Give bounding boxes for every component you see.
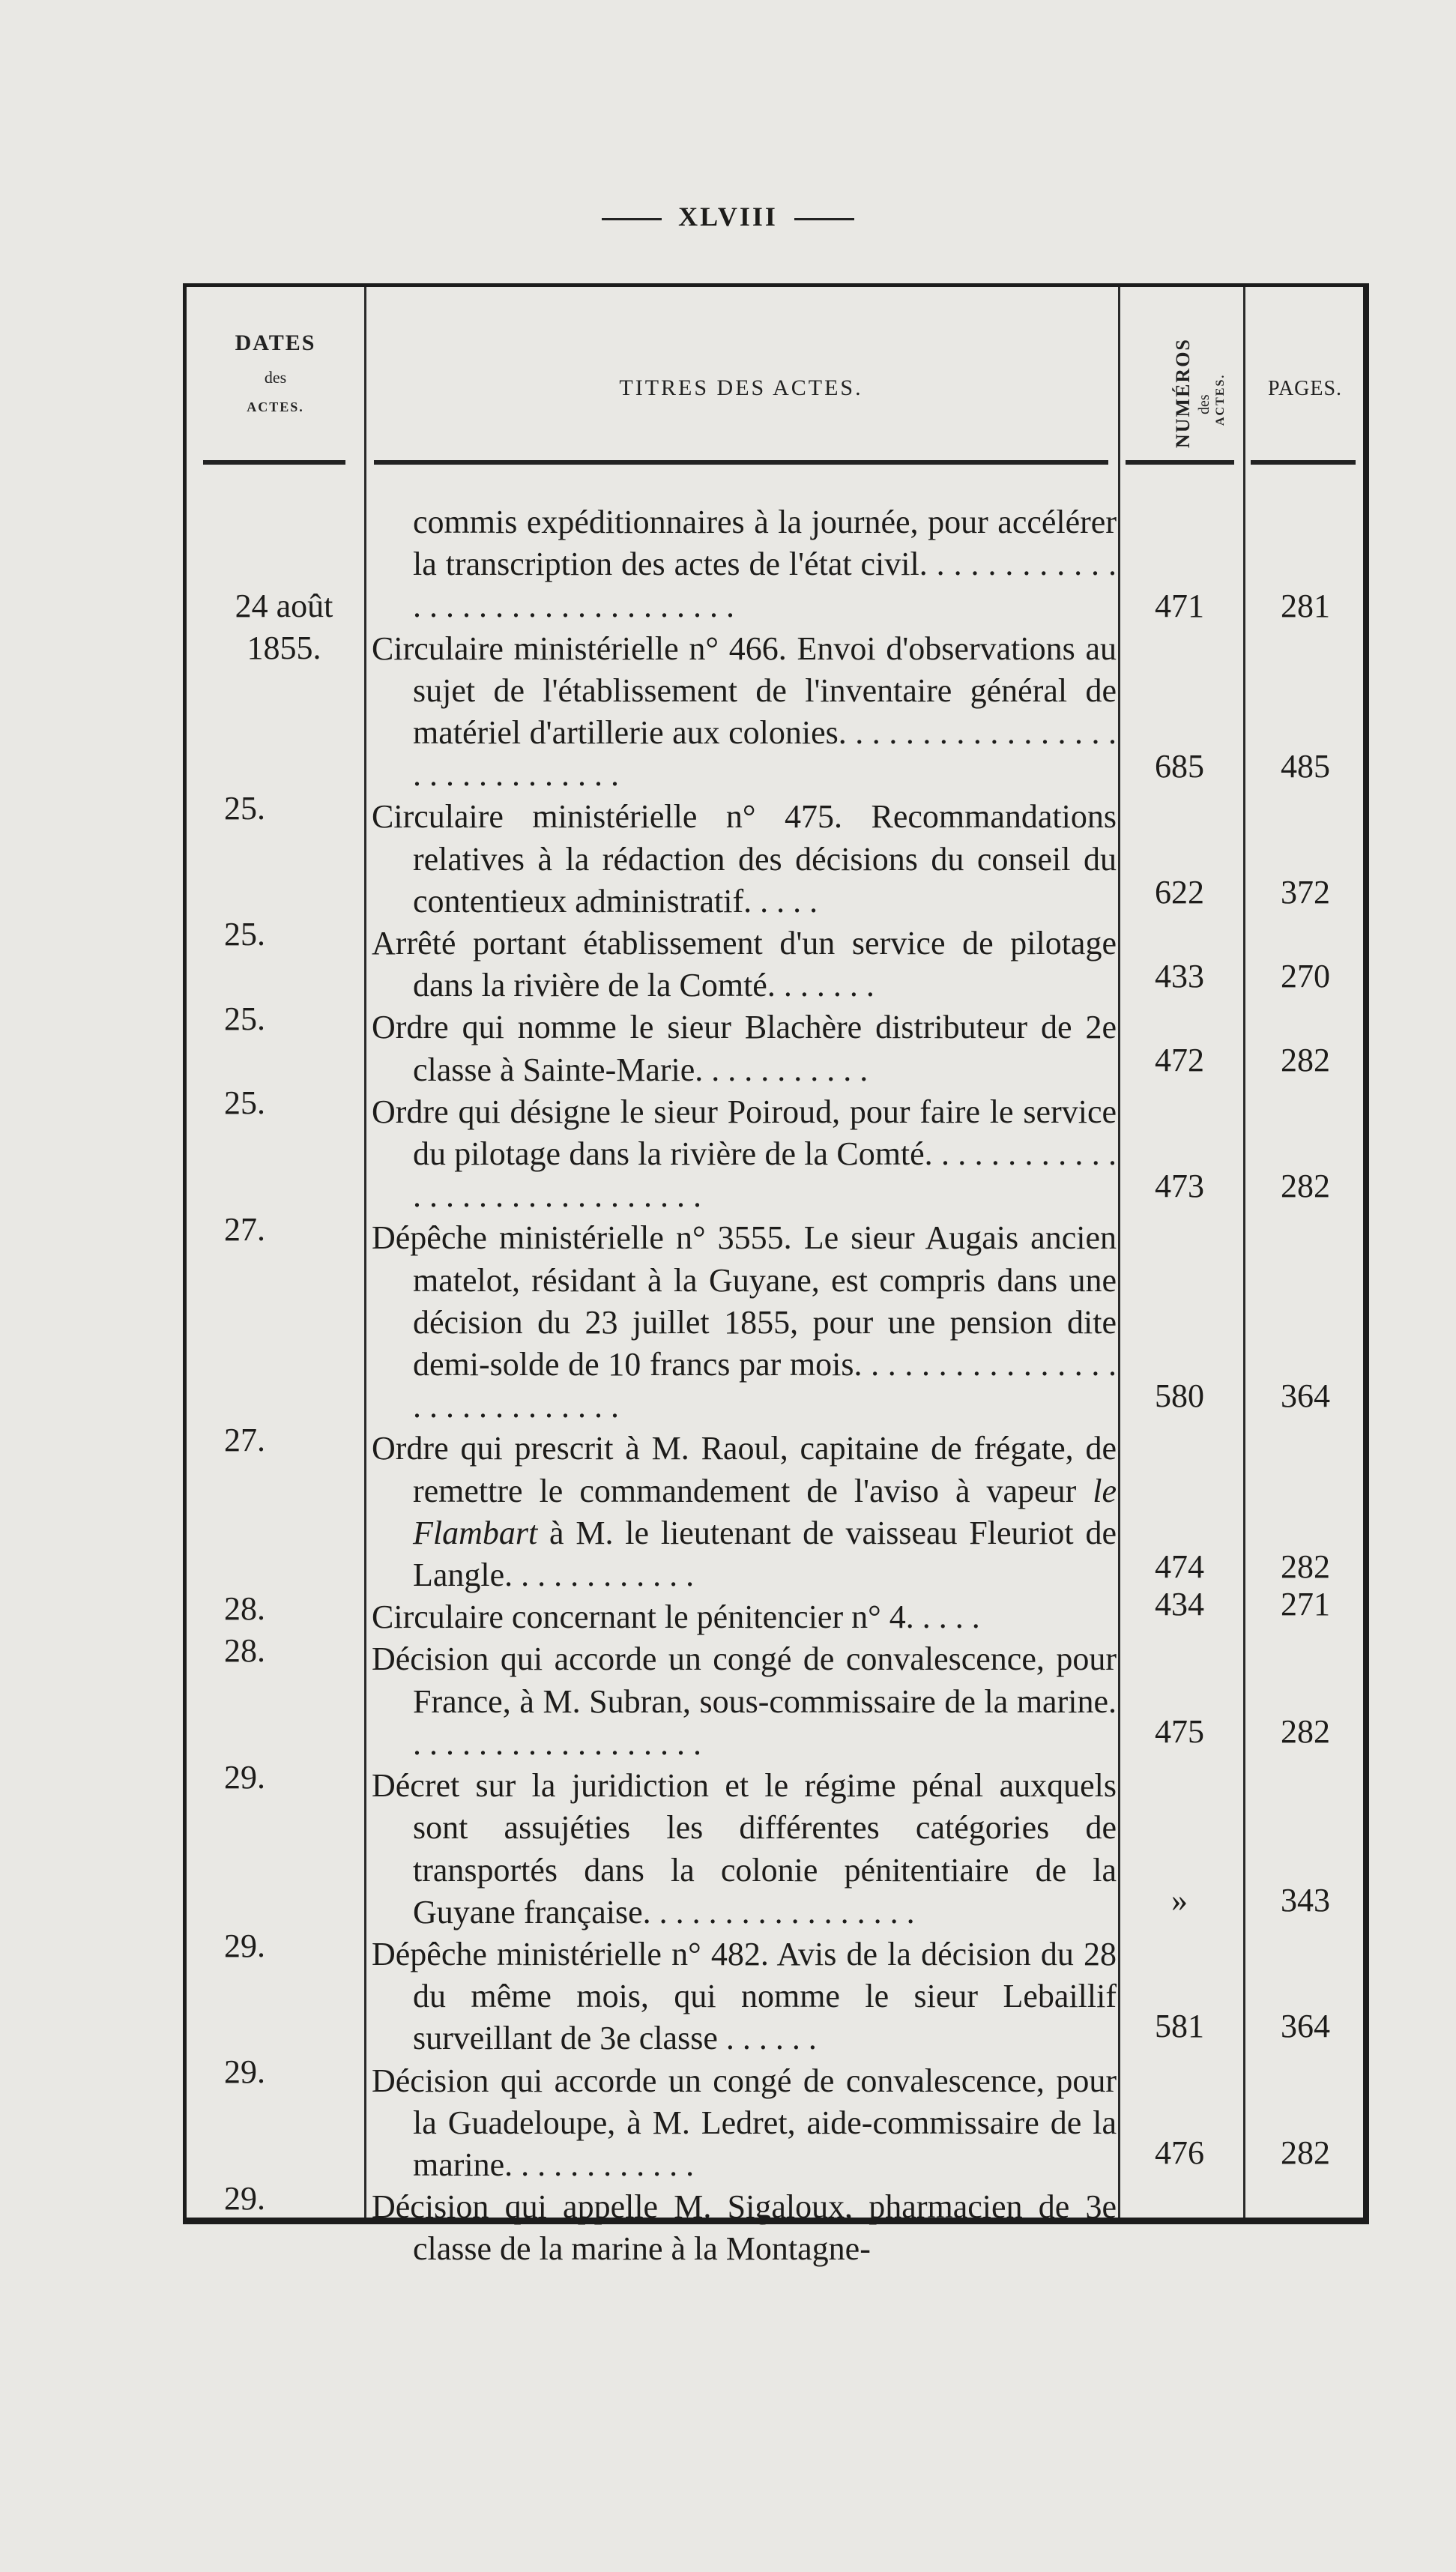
entry-title: Ordre qui prescrit à M. Raoul, capitaine de frégate, de remettre le commandement de l'aviso à vapeur le Flambart à M. le lieutenant de vaisseau Fleuriot de Langle. . . . . . . . . . . . bbox=[372, 1430, 1117, 1594]
entry-title: Circulaire ministérielle n° 475. Recommandations relatives à la rédaction des décisions du conseil du contentieux administratif. . . . . bbox=[372, 798, 1117, 920]
column-separator bbox=[364, 287, 366, 2218]
entry-numero: 475 bbox=[1155, 1713, 1204, 1750]
entry-page: 282 bbox=[1281, 1042, 1330, 1078]
entry-date: 29. bbox=[224, 1928, 265, 1964]
entry-numero: 473 bbox=[1155, 1168, 1204, 1204]
header-pages: PAGES. bbox=[1267, 377, 1343, 400]
header-dates: DATES des ACTES. bbox=[235, 330, 316, 414]
entry-numero: 472 bbox=[1155, 1042, 1204, 1078]
entry-date: 28. bbox=[224, 1632, 265, 1669]
entry-page: 281 bbox=[1281, 588, 1330, 624]
header-dash-right bbox=[794, 218, 854, 220]
header-rule bbox=[1126, 460, 1234, 465]
header-dash-left bbox=[602, 218, 662, 220]
entry-date: 25. bbox=[224, 916, 265, 953]
entry-page: 270 bbox=[1281, 958, 1330, 994]
index-table bbox=[183, 283, 1369, 2268]
entry-numero: 434 bbox=[1155, 1586, 1204, 1622]
entry-numero: 580 bbox=[1155, 1377, 1204, 1414]
entry-title: Décision qui accorde un congé de convalescence, pour France, à M. Subran, sous-commissaire de la marine. . . . . . . . . . . . . . . . . . . bbox=[372, 1640, 1117, 1762]
entry-numero: 622 bbox=[1155, 874, 1204, 911]
page-header bbox=[0, 201, 1456, 232]
entry-page: 372 bbox=[1281, 874, 1330, 911]
entry-title: Décision qui appelle M. Sigaloux, pharmacien de 3e classe de la marine à la Montagne- bbox=[372, 2188, 1117, 2268]
entry-title: Ordre qui nomme le sieur Blachère distributeur de 2e classe à Sainte-Marie. . . . . . . . . . . bbox=[372, 1009, 1117, 1088]
entry-numero: 581 bbox=[1155, 2008, 1204, 2044]
entry-page: 364 bbox=[1281, 2008, 1330, 2044]
entry-date: 27. bbox=[224, 1211, 265, 1248]
entry-title: Décision qui accorde un congé de convalescence, pour la Guadeloupe, à M. Ledret, aide-commissaire de la marine. . . . . . . . . . . . bbox=[372, 2062, 1117, 2183]
entry-page: 364 bbox=[1281, 1377, 1330, 1414]
entry-page: 282 bbox=[1281, 1168, 1330, 1204]
entry-date: 25. bbox=[224, 1000, 265, 1037]
header-rule bbox=[374, 460, 1108, 465]
entry-page: 282 bbox=[1281, 1713, 1330, 1750]
entry-title: commis expéditionnaires à la journée, pour accélérer la transcription des actes de l'état civil. . . . . . . . . . . . . . . . . . . . . . . . . . . . . . . . bbox=[413, 504, 1117, 625]
entry-page: 485 bbox=[1281, 748, 1330, 785]
entry-page: 271 bbox=[1281, 1586, 1330, 1622]
entry-date: 29. bbox=[224, 2180, 265, 2217]
header-titles: TITRES DES ACTES. bbox=[619, 375, 863, 400]
entry-page: 282 bbox=[1281, 1548, 1330, 1585]
entry-numero: 471 bbox=[1155, 588, 1204, 624]
entry-date: 25. bbox=[224, 790, 265, 827]
entry-title: Circulaire concernant le pénitencier n° 4. . . . . bbox=[372, 1599, 980, 1636]
entry-page: 343 bbox=[1281, 1882, 1330, 1919]
entry-date: 29. bbox=[224, 2053, 265, 2090]
header-numeros: NUMÉROS des ACTES. bbox=[1172, 338, 1227, 448]
entry-title: Ordre qui désigne le sieur Poiroud, pour faire le service du pilotage dans la rivière de la Comté. . . . . . . . . . . . . . . . . . . . . . . . . . . . . . bbox=[372, 1093, 1117, 1215]
header-rule bbox=[203, 460, 345, 465]
entry-date: 27. bbox=[224, 1422, 265, 1458]
entry-title: Décret sur la juridiction et le régime pénal auxquels sont assujéties les différentes catégories de transportés dans la colonie pénitentiaire de la Guyane française. . . . . . . . . . . . . . . . . bbox=[372, 1767, 1117, 1930]
page-number: XLVIII bbox=[678, 202, 778, 232]
entry-date: 24 août 1855. bbox=[235, 588, 333, 666]
header-rule bbox=[1251, 460, 1356, 465]
entry-numero: 476 bbox=[1155, 2134, 1204, 2171]
entry-numero: 474 bbox=[1155, 1548, 1204, 1585]
entry-date: 28. bbox=[224, 1590, 265, 1627]
entry-title: Dépêche ministérielle n° 482. Avis de la décision du 28 du même mois, qui nomme le sieur Lebaillif surveillant de 3e classe . . . . . . bbox=[372, 1935, 1117, 2057]
entry-title: Arrêté portant établissement d'un service de pilotage dans la rivière de la Comté. . . . . . . bbox=[372, 925, 1117, 1004]
entry-numero: 685 bbox=[1155, 748, 1204, 785]
column-separator bbox=[1243, 287, 1245, 2218]
entry-date: 29. bbox=[224, 1759, 265, 1796]
entry-numero: 433 bbox=[1155, 958, 1204, 994]
column-separator bbox=[1118, 287, 1120, 2218]
entry-date: 25. bbox=[224, 1084, 265, 1121]
titles-column bbox=[372, 501, 1117, 2271]
entry-numero: » bbox=[1171, 1882, 1188, 1919]
entry-page: 282 bbox=[1281, 2134, 1330, 2171]
entry-title: Circulaire ministérielle n° 466. Envoi d'observations au sujet de l'établissement de l'inventaire général de matériel d'artillerie aux colonies. . . . . . . . . . . . . . . . . . . . . . . . . . . . . . bbox=[372, 630, 1117, 794]
entry-title: Dépêche ministérielle n° 3555. Le sieur Augais ancien matelot, résidant à la Guyane, est compris dans une décision du 23 juillet 1855, pour une pension dite demi-solde de 10 francs par mois. . . . . . . . . . . . . . . . . . . . . . . . . . . . . bbox=[372, 1219, 1117, 1425]
